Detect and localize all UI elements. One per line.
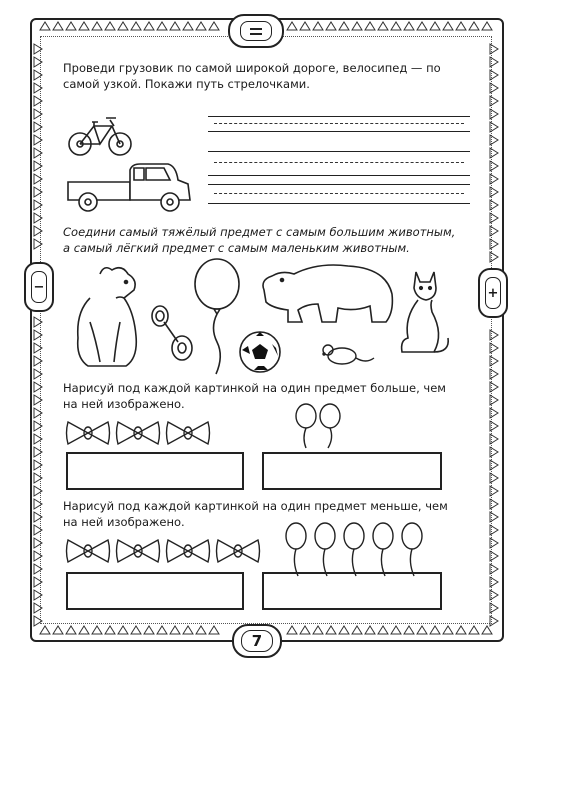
bows-4-icon [64, 536, 274, 566]
medium-road[interactable] [208, 184, 470, 204]
hippo-icon [258, 260, 398, 330]
task-2-text: Соедини самый тяжёлый предмет с самым большим животным, а самый лёгкий предмет с самым маленьким животным. [63, 225, 456, 255]
task-4-text: Нарисуй под каждой картинкой на один предмет меньше, чем на ней изображено. [63, 499, 448, 529]
wide-road[interactable] [208, 151, 470, 177]
balloons-5-icon [282, 522, 432, 578]
bows-3-icon [64, 418, 224, 448]
top-tab-icon [228, 14, 284, 48]
balloons-2-icon [290, 402, 350, 452]
answer-box-balloons-less[interactable] [262, 572, 442, 610]
answer-box-balloons-more[interactable] [262, 452, 442, 490]
bicycle-icon [66, 112, 136, 158]
soccer-ball-icon [238, 330, 282, 374]
task-3-text: Нарисуй под каждой картинкой на один предмет больше, чем на ней изображено. [63, 381, 446, 411]
plus-tab-icon: + [478, 268, 508, 318]
task-1-text: Проведи грузовик по самой широкой дороге, велосипед — по самой узкой. Покажи путь стрелочками. [63, 61, 441, 91]
answer-box-bows-more[interactable] [66, 452, 244, 490]
balloon-icon [192, 258, 242, 378]
narrow-road[interactable] [208, 116, 470, 132]
page-number: 7 [232, 624, 282, 658]
bear-icon [70, 262, 150, 372]
dumbbell-icon [148, 302, 198, 362]
minus-tab-icon: − [24, 262, 54, 312]
truck-icon [64, 160, 194, 216]
answer-box-bows-less[interactable] [66, 572, 244, 610]
mouse-icon [316, 340, 376, 370]
cat-icon [394, 268, 454, 358]
